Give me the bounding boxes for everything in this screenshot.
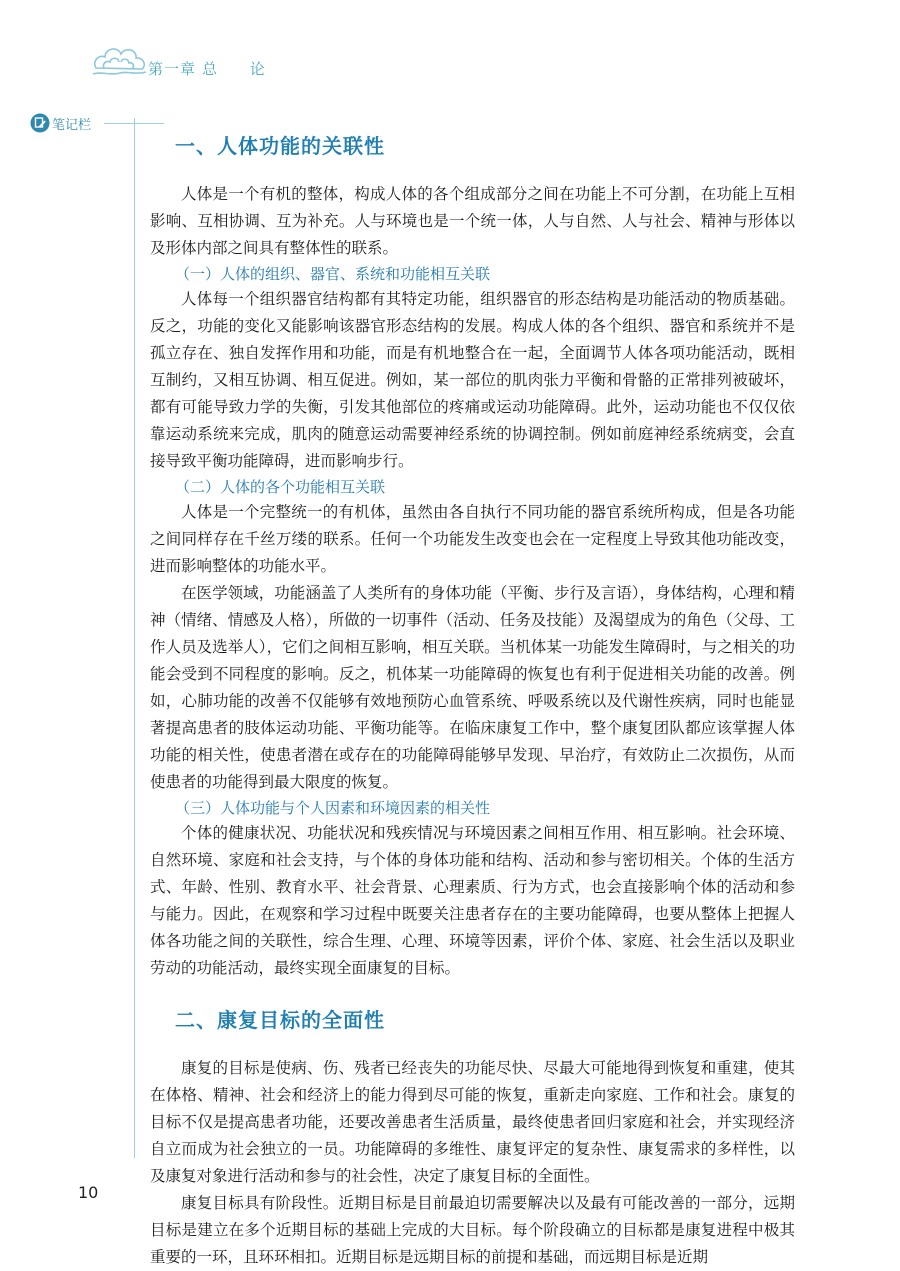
subsection-heading-2: （二）人体的各个功能相互关联 xyxy=(175,478,386,496)
auspicious-cloud-icon xyxy=(90,38,150,82)
chapter-name: 总 论 xyxy=(202,60,279,78)
paragraph: 人体是一个有机的整体，构成人体的各个组成部分之间在功能上不可分割，在功能上互相影响、互相协调、互为补充。人与环境也是一个统一体，人与自然、人与社会、精神与形体以及形体内部之间具有整体性的联系。 xyxy=(150,185,795,257)
paragraph: 康复目标具有阶段性。近期目标是目前最迫切需要解决以及最有可能改善的一部分，远期目标是建立在多个近期目标的基础上完成的大目标。每个阶段确立的目标都是康复进程中极其重要的一环，且环环相扣。近期目标是远期目标的前提和基础，而远期目标是近期 xyxy=(150,1194,795,1266)
main-text xyxy=(150,130,795,1271)
page-number: 10 xyxy=(78,1183,99,1202)
notes-label: 笔记栏 xyxy=(52,118,92,133)
subsection-heading-1: （一）人体的组织、器官、系统和功能相互关联 xyxy=(175,265,491,283)
running-header xyxy=(90,38,390,88)
margin-rule xyxy=(134,118,135,1158)
section-heading-1: 一、人体功能的关联性 xyxy=(175,134,385,158)
subsection-heading-3: （三）人体功能与个人因素和环境因素的相关性 xyxy=(175,799,491,817)
chapter-number: 第一章 xyxy=(148,60,197,78)
paragraph: 康复的目标是使病、伤、残者已经丧失的功能尽快、尽最大可能地得到恢复和重建，使其在体格、精神、社会和经济上的能力得到尽可能的恢复，重新走向家庭、工作和社会。康复的目标不仅是提高患者功能，还要改善患者生活质量，最终使患者回归家庭和社会，并实现经济自立而成为社会独立的一员。功能障碍的多维性、康复评定的复杂性、康复需求的多样性，以及康复对象进行活动和参与的社会性，决定了康复目标的全面性。 xyxy=(150,1059,795,1185)
note-pencil-icon xyxy=(30,113,50,133)
chapter-title xyxy=(148,58,279,79)
paragraph: 人体是一个完整统一的有机体，虽然由各自执行不同功能的器官系统所构成，但是各功能之间同样存在千丝万缕的联系。任何一个功能发生改变也会在一定程度上导致其他功能改变，进而影响整体的功能水平。 xyxy=(150,503,795,575)
paragraph: 个体的健康状况、功能状况和残疾情况与环境因素之间相互作用、相互影响。社会环境、自然环境、家庭和社会支持，与个体的身体功能和结构、活动和参与密切相关。个体的生活方式、年龄、性别、教育水平、社会背景、心理素质、行为方式，也会直接影响个体的活动和参与能力。因此，在观察和学习过程中既要关注患者存在的主要功能障碍，也要从整体上把握人体各功能之间的关联性，综合生理、心理、环境等因素，评价个体、家庭、社会生活以及职业劳动的功能活动，最终实现全面康复的目标。 xyxy=(150,824,795,977)
section-heading-2: 二、康复目标的全面性 xyxy=(175,1008,385,1032)
paragraph: 在医学领域，功能涵盖了人类所有的身体功能（平衡、步行及言语），身体结构，心理和精神（情绪、情感及人格），所做的一切事件（活动、任务及技能）及渴望成为的角色（父母、工作人员及选举人），它们之间相互影响，相互关联。当机体某一功能发生障碍时，与之相关的功能会受到不同程度的影响。反之，机体某一功能障碍的恢复也有利于促进相关功能的改善。例如，心肺功能的改善不仅能够有效地预防心血管系统、呼吸系统以及代谢性疾病，同时也能显著提高患者的肢体运动功能、平衡功能等。在临床康复工作中，整个康复团队都应该掌握人体功能的相关性，使患者潜在或存在的功能障碍能够早发现、早治疗，有效防止二次损伤，从而使患者的功能得到最大限度的恢复。 xyxy=(150,584,795,791)
notes-divider xyxy=(104,123,164,124)
paragraph: 人体每一个组织器官结构都有其特定功能，组织器官的形态结构是功能活动的物质基础。反之，功能的变化又能影响该器官形态结构的发展。构成人体的各个组织、器官和系统并不是孤立存在、独自发挥作用和功能，而是有机地整合在一起，全面调节人体各项功能活动，既相互制约，又相互协调、相互促进。例如，某一部位的肌肉张力平衡和骨骼的正常排列被破坏，都有可能导致力学的失衡，引发其他部位的疼痛或运动功能障碍。此外，运动功能也不仅仅依靠运动系统来完成，肌肉的随意运动需要神经系统的协调控制。例如前庭神经系统病变，会直接导致平衡功能障碍，进而影响步行。 xyxy=(150,290,795,470)
notes-column-header xyxy=(30,113,166,133)
